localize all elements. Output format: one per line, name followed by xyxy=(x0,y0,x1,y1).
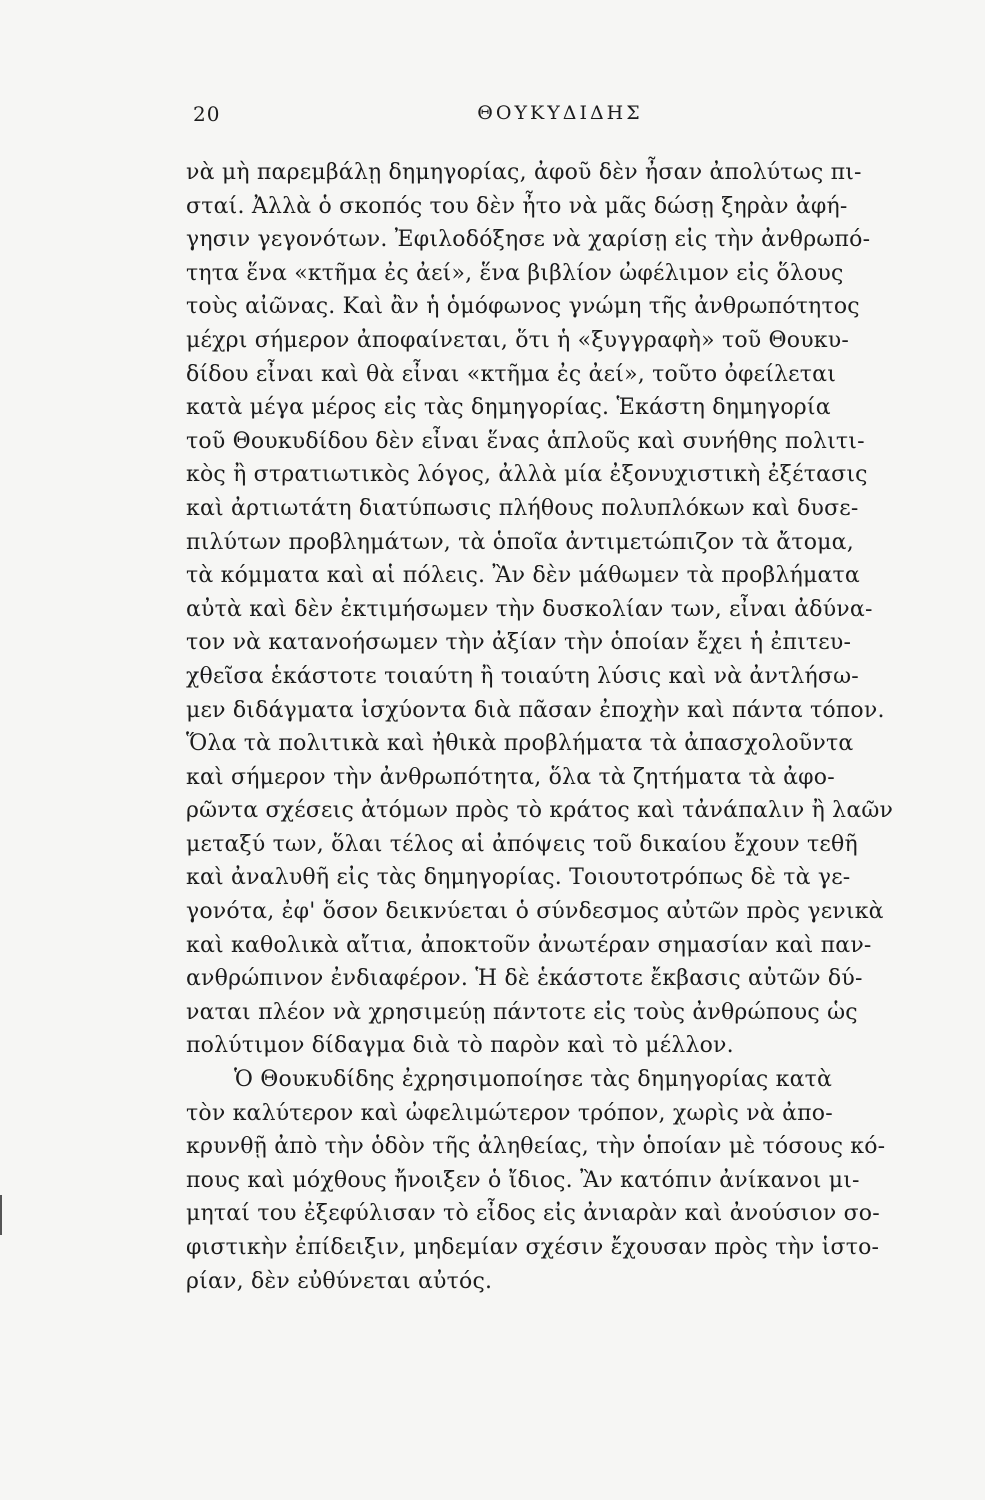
text-line: φιστικὴν ἐπίδειξιν, μηδεμίαν σχέσιν ἔχουσαν πρὸς τὴν ἱστο- xyxy=(186,1235,880,1260)
text-line: κρυνθῇ ἀπὸ τὴν ὁδὸν τῆς ἀληθείας, τὴν ὁποίαν μὲ τόσους κό- xyxy=(186,1134,886,1160)
text-line: αὐτὰ καὶ δὲν ἐκτιμήσωμεν τὴν δυσκολίαν των, εἶναι ἀδύνα- xyxy=(186,596,873,622)
text-line: τοῦ Θουκυδίδου δὲν εἶναι ἕνας ἁπλοῦς καὶ συνήθης πολιτι- xyxy=(186,428,865,454)
text-line: τον νὰ κατανοήσωμεν τὴν ἀξίαν τὴν ὁποίαν ἔχει ἡ ἐπιτευ- xyxy=(186,630,852,656)
text-line: μηταί του ἐξεφύλισαν τὸ εἶδος εἰς ἀνιαρὰν καὶ ἀνούσιον σο- xyxy=(186,1201,880,1227)
text-line: ρῶντα σχέσεις ἀτόμων πρὸς τὸ κράτος καὶ τἀνάπαλιν ἢ λαῶν xyxy=(186,798,894,824)
text-line: μεταξύ των, ὅλαι τέλος αἱ ἀπόψεις τοῦ δικαίου ἔχουν τεθῆ xyxy=(186,831,858,857)
text-line: πους καὶ μόχθους ἤνοιξεν ὁ ἴδιος. Ἂν κατόπιν ἀνίκανοι μι- xyxy=(186,1167,860,1193)
text-line: γησιν γεγονότων. Ἐφιλοδόξησε νὰ χαρίσῃ εἰς τὴν ἀνθρωπό- xyxy=(186,227,871,253)
text-line: καὶ ἀναλυθῆ εἰς τὰς δημηγορίας. Τοιουτοτρόπως δὲ τὰ γε- xyxy=(186,865,851,891)
text-line: καὶ σήμερον τὴν ἀνθρωπότητα, ὅλα τὰ ζητήματα τὰ ἀφο- xyxy=(186,764,835,790)
text-line: καὶ καθολικὰ αἴτια, ἀποκτοῦν ἀνωτέραν σημασίαν καὶ παν- xyxy=(186,932,872,958)
text-line: ρίαν, δὲν εὐθύνεται αὐτός. xyxy=(186,1268,493,1294)
text-line: σταί. Ἀλλὰ ὁ σκοπός του δὲν ἦτο νὰ μᾶς δώσῃ ξηρὰν ἀφή- xyxy=(186,193,848,219)
text-line: γονότα, ἐφ' ὅσον δεικνύεται ὁ σύνδεσμος αὐτῶν πρὸς γενικὰ xyxy=(186,899,884,925)
text-line: κὸς ἢ στρατιωτικὸς λόγος, ἀλλὰ μία ἐξονυχιστικὴ ἐξέτασις xyxy=(186,462,868,488)
text-line: τοὺς αἰῶνας. Καὶ ἂν ἡ ὁμόφωνος γνώμη τῆς ἀνθρωπότητος xyxy=(186,294,860,320)
text-line: Ὅλα τὰ πολιτικὰ καὶ ἠθικὰ προβλήματα τὰ ἀπασχολοῦντα xyxy=(186,731,854,757)
text-line: κατὰ μέγα μέρος εἰς τὰς δημηγορίας. Ἑκάστη δημηγορία xyxy=(186,395,831,421)
text-line: μέχρι σήμερον ἀποφαίνεται, ὅτι ἡ «ξυγγραφὴ» τοῦ Θουκυ- xyxy=(186,327,849,353)
text-line: τὰ κόμματα καὶ αἱ πόλεις. Ἂν δὲν μάθωμεν τὰ προβλήματα xyxy=(186,563,860,589)
body-text xyxy=(186,156,926,1298)
text-line: τητα ἕνα «κτῆμα ἐς ἀεί», ἕνα βιβλίον ὠφέλιμον εἰς ὅλους xyxy=(186,260,844,286)
running-title: ΘΟΥΚΥΔΙΔΗΣ xyxy=(477,102,643,124)
text-line: καὶ ἀρτιωτάτη διατύπωσις πλήθους πολυπλόκων καὶ δυσε- xyxy=(186,495,859,521)
text-line: νὰ μὴ παρεμβάλῃ δημηγορίας, ἀφοῦ δὲν ἦσαν ἀπολύτως πι- xyxy=(186,160,862,185)
text-line: χθεῖσα ἑκάστοτε τοιαύτη ἢ τοιαύτη λύσις καὶ νὰ ἀντλήσω- xyxy=(186,663,859,689)
text-line: τὸν καλύτερον καὶ ὠφελιμώτερον τρόπον, χωρὶς νὰ ἀπο- xyxy=(186,1100,833,1126)
text-line: ναται πλέον νὰ χρησιμεύῃ πάντοτε εἰς τοὺς ἀνθρώπους ὡς xyxy=(186,999,858,1025)
text-line: Ὁ Θουκυδίδης ἐχρησιμοποίησε τὰς δημηγορίας κατὰ xyxy=(234,1067,833,1093)
text-line: πιλύτων προβλημάτων, τὰ ὁποῖα ἀντιμετώπιζον τὰ ἄτομα, xyxy=(186,529,854,555)
text-line: μεν διδάγματα ἰσχύοντα διὰ πᾶσαν ἐποχὴν καὶ πάντα τόπον. xyxy=(186,697,885,723)
margin-mark xyxy=(0,1195,2,1235)
page-number: 20 xyxy=(193,102,221,126)
text-line: ανθρώπινον ἐνδιαφέρον. Ἡ δὲ ἑκάστοτε ἔκβασις αὐτῶν δύ- xyxy=(186,966,863,992)
text-line: πολύτιμον δίδαγμα διὰ τὸ παρὸν καὶ τὸ μέλλον. xyxy=(186,1033,734,1059)
text-line: δίδου εἶναι καὶ θὰ εἶναι «κτῆμα ἐς ἀεί», τοῦτο ὀφείλεται xyxy=(186,361,837,387)
